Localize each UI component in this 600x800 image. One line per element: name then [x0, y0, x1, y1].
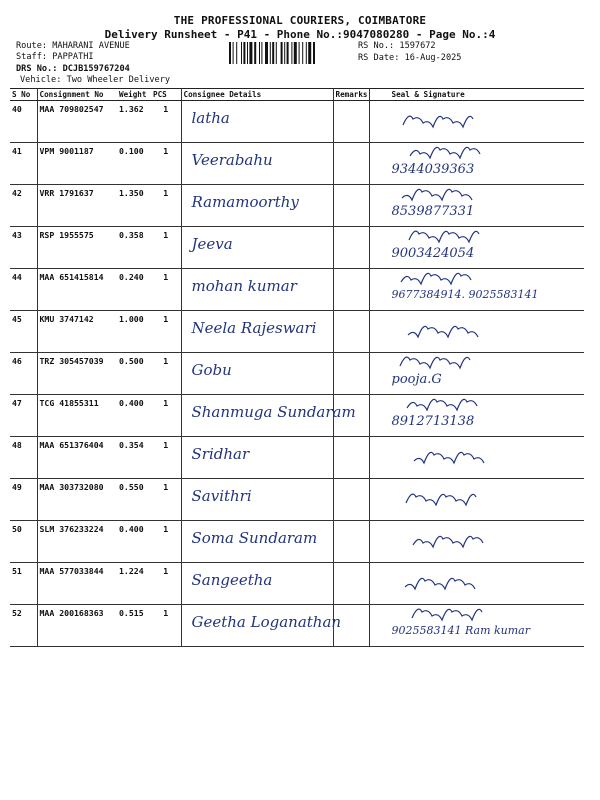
- pcs-value: 1: [151, 353, 181, 395]
- serial-number: 52: [10, 605, 37, 647]
- seal-handwritten-text: 9025583141 Ram kumar: [391, 624, 530, 637]
- table-row: [10, 269, 584, 311]
- weight-value: 0.550: [117, 479, 151, 521]
- table-row: [10, 353, 584, 395]
- weight-value: 0.240: [117, 269, 151, 311]
- serial-number: 45: [10, 311, 37, 353]
- consignment-number: VPM 9001187: [37, 143, 117, 185]
- consignee-handwritten-name: Gobu: [191, 361, 232, 379]
- serial-number: 44: [10, 269, 37, 311]
- consignee-cell: [181, 437, 333, 479]
- seal-handwritten-text: 8539877331: [391, 204, 475, 219]
- consignment-number: RSP 1955575: [37, 227, 117, 269]
- pcs-value: 1: [151, 479, 181, 521]
- remarks-cell: [333, 353, 369, 395]
- weight-value: 0.100: [117, 143, 151, 185]
- signature-scribble: [370, 311, 585, 351]
- serial-number: 43: [10, 227, 37, 269]
- table-row: [10, 521, 584, 563]
- table-row: [10, 479, 584, 521]
- remarks-cell: [333, 227, 369, 269]
- seal-signature-cell: [369, 101, 584, 143]
- consignee-handwritten-name: Soma Sundaram: [191, 529, 318, 547]
- seal-signature-cell: [369, 143, 584, 185]
- serial-number: 42: [10, 185, 37, 227]
- consignee-handwritten-name: mohan kumar: [191, 277, 297, 295]
- consignee-cell: [181, 185, 333, 227]
- remarks-cell: [333, 521, 369, 563]
- seal-signature-cell: [369, 437, 584, 479]
- pcs-value: 1: [151, 143, 181, 185]
- weight-value: 0.500: [117, 353, 151, 395]
- pcs-value: 1: [151, 185, 181, 227]
- barcode-image: [229, 42, 346, 64]
- signature-scribble: [370, 479, 585, 519]
- weight-value: 1.224: [117, 563, 151, 605]
- seal-signature-cell: [369, 227, 584, 269]
- consignee-cell: [181, 269, 333, 311]
- col-weight: Weight: [117, 89, 151, 101]
- col-consignee: Consignee Details: [181, 89, 333, 101]
- weight-value: 0.354: [117, 437, 151, 479]
- pcs-value: 1: [151, 437, 181, 479]
- route-label: Route: MAHARANI AVENUE: [16, 41, 130, 51]
- consignment-number: MAA 651376404: [37, 437, 117, 479]
- pcs-value: 1: [151, 395, 181, 437]
- seal-signature-cell: [369, 185, 584, 227]
- consignment-number: MAA 303732080: [37, 479, 117, 521]
- consignee-cell: [181, 521, 333, 563]
- rs-date: RS Date: 16-Aug-2025: [358, 53, 462, 63]
- col-remarks: Remarks: [333, 89, 369, 101]
- seal-handwritten-text: 9003424054: [391, 246, 475, 261]
- seal-signature-cell: [369, 521, 584, 563]
- remarks-cell: [333, 479, 369, 521]
- staff-label: Staff: PAPPATHI: [16, 52, 94, 62]
- pcs-value: 1: [151, 311, 181, 353]
- signature-scribble: [370, 437, 585, 477]
- consignment-number: TCG 41855311: [37, 395, 117, 437]
- runsheet-table: [10, 88, 584, 647]
- table-row: [10, 437, 584, 479]
- weight-value: 0.400: [117, 395, 151, 437]
- vehicle-label: Vehicle: Two Wheeler Delivery: [20, 75, 171, 85]
- signature-scribble: [370, 563, 585, 603]
- consignee-cell: [181, 563, 333, 605]
- seal-signature-cell: [369, 395, 584, 437]
- consignee-handwritten-name: Ramamoorthy: [191, 193, 299, 211]
- consignment-number: SLM 376233224: [37, 521, 117, 563]
- col-seal-signature: Seal & Signature: [369, 89, 584, 101]
- table-row: [10, 311, 584, 353]
- consignee-handwritten-name: Veerabahu: [191, 151, 273, 169]
- pcs-value: 1: [151, 101, 181, 143]
- pcs-value: 1: [151, 563, 181, 605]
- table-header-row: [10, 89, 584, 101]
- seal-signature-cell: [369, 353, 584, 395]
- consignment-number: VRR 1791637: [37, 185, 117, 227]
- runsheet-subtitle: Delivery Runsheet - P41 - Phone No.:9047080280 - Page No.:4: [104, 28, 496, 41]
- serial-number: 49: [10, 479, 37, 521]
- table-row: [10, 395, 584, 437]
- serial-number: 41: [10, 143, 37, 185]
- consignee-handwritten-name: Neela Rajeswari: [191, 319, 317, 337]
- table-row: [10, 227, 584, 269]
- weight-value: 1.362: [117, 101, 151, 143]
- seal-signature-cell: [369, 311, 584, 353]
- consignment-number: MAA 577033844: [37, 563, 117, 605]
- consignee-handwritten-name: Jeeva: [191, 235, 233, 253]
- remarks-cell: [333, 143, 369, 185]
- weight-value: 0.358: [117, 227, 151, 269]
- consignee-handwritten-name: latha: [191, 109, 230, 127]
- table-row: [10, 185, 584, 227]
- seal-handwritten-text: 9344039363: [391, 162, 475, 177]
- consignment-number: MAA 200168363: [37, 605, 117, 647]
- pcs-value: 1: [151, 605, 181, 647]
- pcs-value: 1: [151, 269, 181, 311]
- consignee-cell: [181, 143, 333, 185]
- remarks-cell: [333, 563, 369, 605]
- col-sno: S No: [10, 89, 37, 101]
- consignee-cell: [181, 311, 333, 353]
- consignment-number: KMU 3747142: [37, 311, 117, 353]
- remarks-cell: [333, 269, 369, 311]
- consignee-handwritten-name: Sridhar: [191, 445, 250, 463]
- seal-signature-cell: [369, 479, 584, 521]
- serial-number: 51: [10, 563, 37, 605]
- table-row: [10, 143, 584, 185]
- table-row: [10, 101, 584, 143]
- pcs-value: 1: [151, 521, 181, 563]
- company-title: THE PROFESSIONAL COURIERS, COIMBATORE: [173, 14, 427, 27]
- serial-number: 50: [10, 521, 37, 563]
- table-row: [10, 605, 584, 647]
- weight-value: 0.515: [117, 605, 151, 647]
- consignment-number: TRZ 305457039: [37, 353, 117, 395]
- serial-number: 40: [10, 101, 37, 143]
- seal-handwritten-text: 9677384914. 9025583141: [391, 288, 539, 301]
- remarks-cell: [333, 101, 369, 143]
- table-row: [10, 563, 584, 605]
- consignee-cell: [181, 101, 333, 143]
- signature-scribble: [370, 101, 585, 141]
- consignee-cell: [181, 479, 333, 521]
- consignee-cell: [181, 395, 356, 437]
- seal-signature-cell: [369, 605, 584, 647]
- consignment-number: MAA 709802547: [37, 101, 117, 143]
- seal-handwritten-text: 8912713138: [391, 414, 475, 429]
- consignee-handwritten-name: Sangeetha: [191, 571, 273, 589]
- drs-number: DRS No.: DCJB159767204: [16, 64, 130, 74]
- signature-scribble: [370, 521, 585, 561]
- seal-signature-cell: [369, 269, 584, 311]
- consignee-cell: [181, 605, 342, 647]
- consignee-handwritten-name: Savithri: [191, 487, 252, 505]
- remarks-cell: [333, 185, 369, 227]
- seal-signature-cell: [369, 563, 584, 605]
- consignee-handwritten-name: Shanmuga Sundaram: [191, 403, 356, 421]
- consignee-cell: [181, 353, 333, 395]
- weight-value: 1.000: [117, 311, 151, 353]
- col-pcs: PCS: [151, 89, 181, 101]
- seal-handwritten-text: pooja.G: [391, 372, 442, 387]
- weight-value: 1.350: [117, 185, 151, 227]
- serial-number: 48: [10, 437, 37, 479]
- remarks-cell: [333, 437, 369, 479]
- consignee-handwritten-name: Geetha Loganathan: [191, 613, 342, 631]
- serial-number: 46: [10, 353, 37, 395]
- rs-number: RS No.: 1597672: [358, 41, 436, 51]
- col-consignment: Consignment No: [37, 89, 117, 101]
- consignment-number: MAA 651415814: [37, 269, 117, 311]
- weight-value: 0.400: [117, 521, 151, 563]
- consignee-cell: [181, 227, 333, 269]
- serial-number: 47: [10, 395, 37, 437]
- pcs-value: 1: [151, 227, 181, 269]
- remarks-cell: [333, 311, 369, 353]
